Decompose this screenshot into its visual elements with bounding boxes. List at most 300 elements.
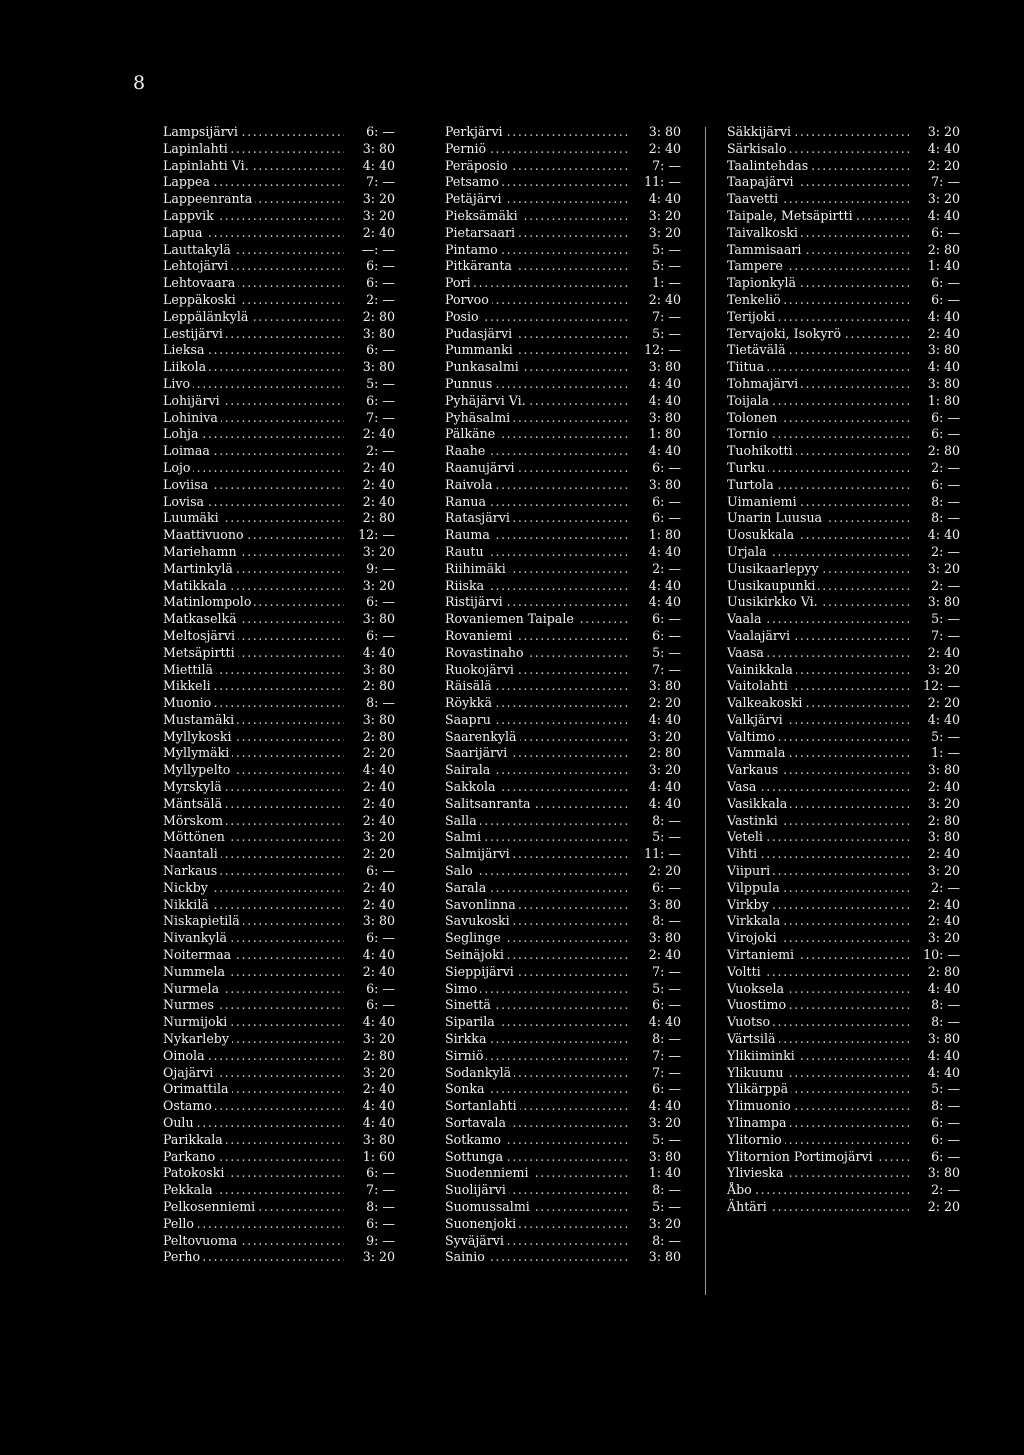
place-name-text: Riihimäki: [445, 561, 509, 576]
place-value: 2: 40: [630, 292, 681, 309]
place-name-text: Martinkylä: [163, 561, 236, 576]
place-value: 3: 80: [344, 662, 395, 679]
list-item: [727, 494, 960, 511]
list-item: [163, 1182, 395, 1199]
place-name: [445, 174, 630, 191]
place-name-text: Tammisaari: [727, 242, 804, 257]
place-name-text: Taivalkoski: [727, 225, 801, 240]
place-name-text: Miettilä: [163, 662, 216, 677]
place-value: 10: —: [909, 947, 960, 964]
place-value: 3: 80: [344, 712, 395, 729]
place-name-text: Särkisalo: [727, 141, 789, 156]
place-name-text: Nykarleby: [163, 1031, 232, 1046]
list-item: [163, 981, 395, 998]
place-name-text: Virojoki: [727, 930, 780, 945]
place-name: [727, 309, 909, 326]
place-name-text: Åbo: [727, 1182, 755, 1197]
place-name-text: Metsäpirtti: [163, 645, 238, 660]
place-value: 4: 40: [344, 645, 395, 662]
place-name-text: Lapinlahti: [163, 141, 231, 156]
place-name-text: Sotkamo: [445, 1132, 504, 1147]
place-value: 6: —: [909, 225, 960, 242]
place-value: 3: 80: [344, 141, 395, 158]
place-name-text: Toijala: [727, 393, 772, 408]
list-item: [445, 275, 681, 292]
place-value: 3: 20: [344, 1065, 395, 1082]
place-value: 2: 80: [344, 1048, 395, 1065]
list-item: [163, 359, 395, 376]
place-name: [163, 578, 344, 595]
place-name-text: Sottunga: [445, 1149, 506, 1164]
place-name-text: Lohja: [163, 426, 201, 441]
place-name-text: Simo: [445, 981, 480, 996]
list-item: [727, 662, 960, 679]
list-item: [727, 628, 960, 645]
place-value: 3: 80: [630, 124, 681, 141]
place-value: 2: 40: [630, 947, 681, 964]
place-name: [727, 1048, 909, 1065]
place-name: [163, 141, 344, 158]
place-name-text: Nivankylä: [163, 930, 230, 945]
list-item: [445, 846, 681, 863]
list-item: [163, 829, 395, 846]
place-name: [727, 174, 909, 191]
place-name-text: Suodenniemi: [445, 1165, 532, 1180]
list-item: [727, 426, 960, 443]
place-name: [727, 443, 909, 460]
place-name-text: Rovastinaho: [445, 645, 527, 660]
place-name-text: Mörskom: [163, 813, 226, 828]
place-name-text: Syväjärvi: [445, 1233, 507, 1248]
place-name-text: Perkjärvi: [445, 124, 506, 139]
place-name-text: Parkano: [163, 1149, 218, 1164]
place-value: 6: —: [630, 628, 681, 645]
place-name-text: Sirkka: [445, 1031, 489, 1046]
place-value: 3: 20: [344, 1249, 395, 1266]
place-value: 5: —: [630, 326, 681, 343]
place-name-text: Vuostimo: [727, 997, 789, 1012]
place-value: 4: 40: [630, 376, 681, 393]
place-name-text: Sainio: [445, 1249, 488, 1264]
list-item: [727, 326, 960, 343]
list-item: [163, 141, 395, 158]
place-name: [163, 460, 344, 477]
place-name-text: Pietarsaari: [445, 225, 518, 240]
place-name: [163, 426, 344, 443]
list-item: [163, 477, 395, 494]
place-name-text: Raanujärvi: [445, 460, 518, 475]
list-item: [727, 124, 960, 141]
list-item: [445, 494, 681, 511]
place-name: [445, 1098, 630, 1115]
place-name: [727, 645, 909, 662]
list-item: [445, 1182, 681, 1199]
list-item: [445, 729, 681, 746]
place-value: 6: —: [344, 124, 395, 141]
list-item: [163, 124, 395, 141]
list-item: [163, 1031, 395, 1048]
place-name-text: Matikkala: [163, 578, 230, 593]
list-item: [163, 628, 395, 645]
list-item: [445, 1031, 681, 1048]
place-name-text: Riiska: [445, 578, 487, 593]
place-value: 4: 40: [630, 779, 681, 796]
place-name: [445, 225, 630, 242]
list-item: [445, 645, 681, 662]
place-value: 3: 80: [909, 342, 960, 359]
place-value: 5: —: [344, 376, 395, 393]
place-name-text: Loimaa: [163, 443, 213, 458]
place-name: [727, 158, 909, 175]
place-value: 1: —: [909, 745, 960, 762]
list-item: [727, 1182, 960, 1199]
list-item: [445, 141, 681, 158]
place-name-text: Perho: [163, 1249, 203, 1264]
place-name: [445, 1216, 630, 1233]
place-name-text: Nurmes: [163, 997, 217, 1012]
place-value: 8: —: [630, 1182, 681, 1199]
place-name: [727, 745, 909, 762]
place-name: [727, 561, 909, 578]
place-name-text: Vilppula: [727, 880, 783, 895]
place-name-text: Viipuri: [727, 863, 773, 878]
list-item: [445, 1081, 681, 1098]
place-value: 2: 80: [630, 745, 681, 762]
place-name-text: Ylikiiminki: [727, 1048, 798, 1063]
list-item: [727, 1048, 960, 1065]
place-name-text: Lauttakylä: [163, 242, 234, 257]
place-value: 7: —: [630, 1048, 681, 1065]
place-value: 2: 40: [344, 477, 395, 494]
list-item: [163, 225, 395, 242]
place-name: [727, 1165, 909, 1182]
place-name: [445, 1065, 630, 1082]
list-item: [727, 191, 960, 208]
list-item: [163, 1081, 395, 1098]
place-name: [727, 242, 909, 259]
place-name: [445, 880, 630, 897]
place-name-text: Ylikuunu: [727, 1065, 786, 1080]
place-name-text: Röykkä: [445, 695, 495, 710]
list-item: [445, 964, 681, 981]
place-name-text: Orimattila: [163, 1081, 232, 1096]
place-value: 6: —: [344, 997, 395, 1014]
list-item: [727, 258, 960, 275]
place-name-text: Pello: [163, 1216, 197, 1231]
place-value: 3: 20: [344, 208, 395, 225]
place-name: [163, 376, 344, 393]
list-item: [445, 477, 681, 494]
place-name-text: Lestijärvi: [163, 326, 226, 341]
place-name: [445, 242, 630, 259]
place-name-text: Ylitornion Portimojärvi: [727, 1149, 876, 1164]
list-item: [727, 410, 960, 427]
place-name-text: Valkjärvi: [727, 712, 786, 727]
place-value: 3: 80: [630, 1249, 681, 1266]
place-name: [727, 1065, 909, 1082]
place-value: 4: 40: [909, 359, 960, 376]
place-value: 2: —: [909, 880, 960, 897]
list-item: [445, 225, 681, 242]
place-name-text: Säkkijärvi: [727, 124, 794, 139]
list-item: [163, 1098, 395, 1115]
list-item: [727, 141, 960, 158]
place-name-text: Saarijärvi: [445, 745, 510, 760]
place-value: 3: 80: [630, 678, 681, 695]
place-name: [163, 897, 344, 914]
place-value: 12: —: [344, 527, 395, 544]
place-name: [163, 712, 344, 729]
place-name-text: Salo: [445, 863, 476, 878]
place-value: 8: —: [909, 1014, 960, 1031]
place-name: [163, 124, 344, 141]
place-name: [727, 426, 909, 443]
place-value: 4: 40: [630, 191, 681, 208]
place-value: 2: 80: [909, 242, 960, 259]
place-name: [163, 510, 344, 527]
list-item: [727, 275, 960, 292]
list-item: [445, 863, 681, 880]
place-value: 3: 20: [344, 191, 395, 208]
place-value: 6: —: [630, 611, 681, 628]
place-name: [163, 326, 344, 343]
place-name-text: Vaitolahti: [727, 678, 791, 693]
place-name: [163, 1048, 344, 1065]
list-item: [163, 947, 395, 964]
place-name: [163, 930, 344, 947]
place-name: [445, 779, 630, 796]
place-name-text: Salmijärvi: [445, 846, 513, 861]
list-item: [445, 762, 681, 779]
place-name-text: Vasikkala: [727, 796, 790, 811]
place-name: [163, 662, 344, 679]
place-name-text: Veteli: [727, 829, 766, 844]
place-name: [445, 1115, 630, 1132]
place-name: [445, 678, 630, 695]
place-value: 2: —: [344, 292, 395, 309]
place-name-text: Tenkeliö: [727, 292, 784, 307]
place-value: 3: 20: [630, 1115, 681, 1132]
place-name-text: Posio: [445, 309, 482, 324]
list-item: [727, 544, 960, 561]
place-value: 3: 20: [630, 1216, 681, 1233]
place-name-text: Salitsanranta: [445, 796, 534, 811]
list-item: [163, 611, 395, 628]
place-name: [727, 326, 909, 343]
list-item: [727, 1132, 960, 1149]
place-name-text: Livo: [163, 376, 193, 391]
list-item: [727, 225, 960, 242]
place-name-text: Virkkala: [727, 913, 783, 928]
place-name: [445, 191, 630, 208]
place-name: [163, 208, 344, 225]
list-item: [727, 309, 960, 326]
place-value: 2: 20: [909, 1199, 960, 1216]
list-item: [727, 527, 960, 544]
list-item: [163, 275, 395, 292]
place-value: 4: 40: [630, 578, 681, 595]
place-value: 5: —: [630, 829, 681, 846]
place-value: 3: 80: [344, 913, 395, 930]
place-name: [445, 1249, 630, 1266]
list-item: [445, 611, 681, 628]
place-name-text: Valkeakoski: [727, 695, 805, 710]
list-item: [445, 292, 681, 309]
place-name: [163, 258, 344, 275]
place-value: 3: 80: [909, 1031, 960, 1048]
place-name-text: Lojo: [163, 460, 193, 475]
list-item: [445, 1014, 681, 1031]
place-value: 2: 40: [344, 225, 395, 242]
place-name-text: Voltti: [727, 964, 764, 979]
place-name-text: Vuoksela: [727, 981, 787, 996]
place-name: [727, 477, 909, 494]
place-name-text: Lehtojärvi: [163, 258, 231, 273]
list-item: [727, 913, 960, 930]
list-item: [727, 561, 960, 578]
place-name: [445, 258, 630, 275]
list-item: [445, 208, 681, 225]
list-item: [163, 930, 395, 947]
place-value: 3: 80: [344, 326, 395, 343]
place-value: 7: —: [630, 1065, 681, 1082]
list-item: [163, 863, 395, 880]
place-name: [163, 359, 344, 376]
place-name-text: Räisälä: [445, 678, 495, 693]
place-name-text: Myrskylä: [163, 779, 225, 794]
place-value: 3: 20: [344, 578, 395, 595]
place-value: 4: 40: [909, 1048, 960, 1065]
place-name-text: Rauma: [445, 527, 493, 542]
place-name: [163, 1098, 344, 1115]
place-name-text: Punkasalmi: [445, 359, 522, 374]
place-value: 6: —: [630, 997, 681, 1014]
place-name: [727, 275, 909, 292]
list-item: [163, 1014, 395, 1031]
place-name: [163, 762, 344, 779]
place-name: [727, 762, 909, 779]
place-name: [163, 1165, 344, 1182]
place-name: [727, 695, 909, 712]
list-item: [163, 258, 395, 275]
list-item: [727, 1149, 960, 1166]
place-value: 6: —: [344, 342, 395, 359]
place-name-text: Uimaniemi: [727, 494, 800, 509]
list-item: [163, 460, 395, 477]
place-name-text: Lampsijärvi: [163, 124, 241, 139]
place-name: [445, 342, 630, 359]
place-value: 6: —: [344, 930, 395, 947]
list-item: [727, 208, 960, 225]
list-item: [445, 712, 681, 729]
place-value: 2: 80: [909, 964, 960, 981]
place-value: 3: 80: [630, 1149, 681, 1166]
place-name: [727, 678, 909, 695]
list-item: [163, 527, 395, 544]
list-item: [445, 359, 681, 376]
place-value: 8: —: [344, 695, 395, 712]
place-value: 6: —: [344, 393, 395, 410]
place-name: [163, 561, 344, 578]
place-name: [163, 242, 344, 259]
place-name-text: Ostamo: [163, 1098, 215, 1113]
list-item: [445, 1065, 681, 1082]
place-value: 3: 20: [909, 191, 960, 208]
place-name-text: Sakkola: [445, 779, 499, 794]
place-value: 1: —: [630, 275, 681, 292]
list-item: [445, 897, 681, 914]
list-item: [163, 1065, 395, 1082]
place-name-text: Ylinampa: [727, 1115, 790, 1130]
place-name: [445, 494, 630, 511]
list-item: [163, 762, 395, 779]
place-value: 3: 20: [909, 796, 960, 813]
list-item: [163, 494, 395, 511]
place-name: [727, 1014, 909, 1031]
place-value: 2: 40: [344, 779, 395, 796]
list-item: [163, 158, 395, 175]
place-name-text: Raivola: [445, 477, 496, 492]
place-name: [445, 1182, 630, 1199]
list-item: [727, 947, 960, 964]
place-name-text: Vaasa: [727, 645, 767, 660]
place-name-text: Rautu: [445, 544, 487, 559]
place-name: [445, 829, 630, 846]
place-value: 6: —: [909, 1149, 960, 1166]
place-name-text: Patokoski: [163, 1165, 227, 1180]
place-name: [163, 1182, 344, 1199]
place-value: 8: —: [630, 1031, 681, 1048]
list-item: [445, 1115, 681, 1132]
list-item: [163, 846, 395, 863]
place-name-text: Sodankylä: [445, 1065, 514, 1080]
place-value: 7: —: [630, 662, 681, 679]
place-value: 2: —: [909, 544, 960, 561]
place-name: [163, 779, 344, 796]
place-name-text: Lehtovaara: [163, 275, 238, 290]
place-value: 3: 20: [344, 544, 395, 561]
place-name-text: Raahe: [445, 443, 488, 458]
list-item: [445, 628, 681, 645]
list-item: [727, 1199, 960, 1216]
place-value: 8: —: [630, 813, 681, 830]
place-name-text: Noitermaa: [163, 947, 234, 962]
column-divider: [705, 127, 706, 1295]
place-value: 4: 40: [909, 1065, 960, 1082]
list-item: [163, 880, 395, 897]
place-name-text: Suolijärvi: [445, 1182, 509, 1197]
place-name-text: Leppälänkylä: [163, 309, 251, 324]
place-name: [727, 1031, 909, 1048]
place-name-text: Vastinki: [727, 813, 781, 828]
list-item: [727, 796, 960, 813]
place-name: [163, 225, 344, 242]
list-item: [445, 242, 681, 259]
list-item: [445, 1098, 681, 1115]
place-value: 9: —: [344, 561, 395, 578]
place-name-text: Saarenkylä: [445, 729, 520, 744]
place-name: [163, 477, 344, 494]
place-name: [445, 527, 630, 544]
page-number: 8: [133, 72, 146, 94]
list-item: [727, 745, 960, 762]
place-name: [163, 158, 344, 175]
place-name: [445, 662, 630, 679]
place-name: [727, 1132, 909, 1149]
list-item: [163, 510, 395, 527]
place-name: [445, 863, 630, 880]
list-item: [727, 863, 960, 880]
